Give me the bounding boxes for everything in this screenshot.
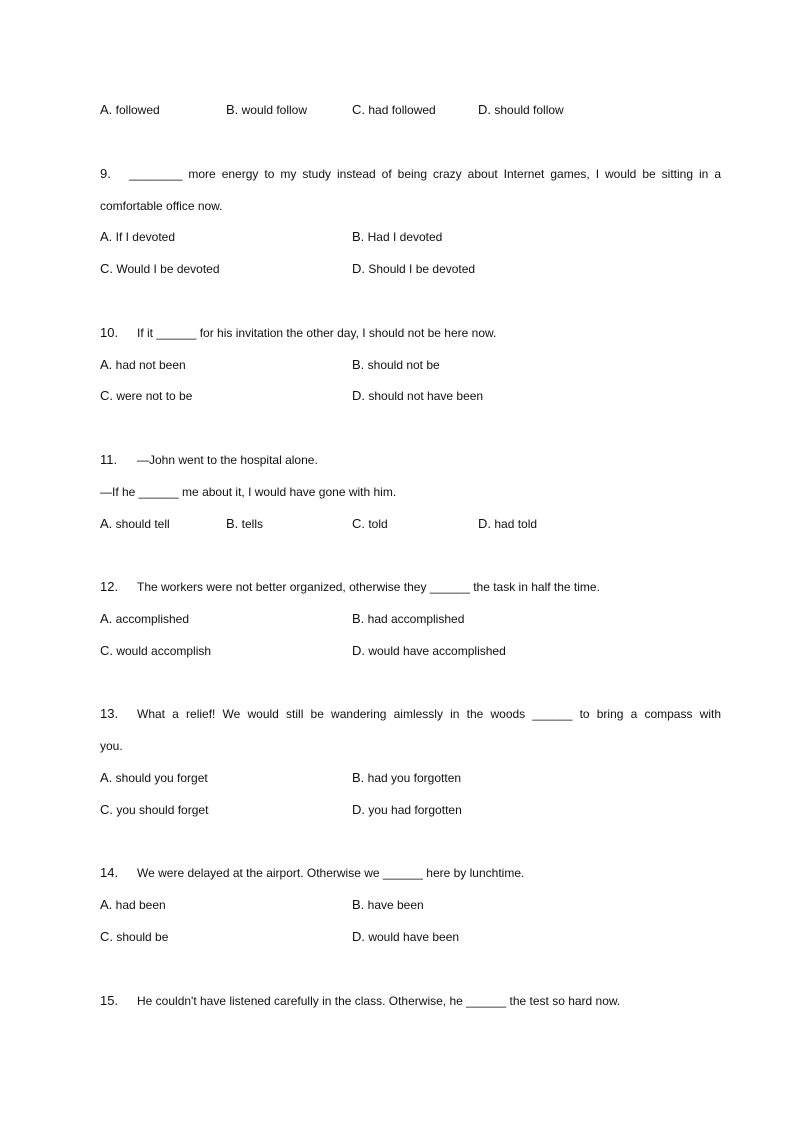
option-letter: D. — [352, 643, 365, 658]
option-text: should not have been — [368, 389, 484, 403]
question-text: ________ more energy to my study instead of being crazy about Internet games, I would be sitting in a — [129, 167, 721, 181]
option-letter: D. — [352, 261, 365, 276]
question-text: What a relief! We would still be wandering aimlessly in the woods ______ to bring a compass with — [137, 707, 721, 721]
option-text: had not been — [115, 358, 186, 372]
option-letter: B. — [352, 357, 365, 372]
option-text: If I devoted — [115, 230, 176, 244]
option-c — [352, 102, 436, 118]
question-number: 13. — [100, 706, 119, 721]
option-a — [100, 897, 166, 913]
question-number: 11. — [100, 452, 118, 467]
question-14-stem — [100, 865, 524, 881]
option-letter: D. — [352, 929, 365, 944]
option-c — [352, 516, 388, 532]
option-text: Had I devoted — [367, 230, 443, 244]
option-letter: C. — [100, 643, 113, 658]
option-text: should be — [116, 930, 169, 944]
option-c — [100, 388, 192, 404]
option-text: had accomplished — [367, 612, 465, 626]
question-13-stem — [100, 706, 721, 722]
option-a — [100, 229, 175, 245]
question-number: 14. — [100, 865, 119, 880]
question-12-stem — [100, 579, 600, 595]
option-letter: A. — [100, 897, 113, 912]
question-text: The workers were not better organized, otherwise they ______ the task in half the time. — [137, 580, 600, 594]
option-letter: B. — [226, 516, 239, 531]
option-text: had you forgotten — [367, 771, 462, 785]
option-text: would have been — [368, 930, 460, 944]
option-d — [352, 388, 483, 404]
option-d — [352, 802, 462, 818]
option-b — [352, 229, 442, 245]
option-b — [226, 102, 307, 118]
option-letter: B. — [352, 770, 365, 785]
option-b — [226, 516, 263, 532]
question-text: He couldn't have listened carefully in the class. Otherwise, he ______ the test so hard now. — [137, 994, 621, 1008]
option-letter: C. — [352, 102, 365, 117]
option-b — [352, 770, 461, 786]
option-c — [100, 261, 220, 277]
option-text: have been — [367, 898, 424, 912]
option-letter: C. — [100, 802, 113, 817]
option-text: should follow — [494, 103, 564, 117]
option-letter: D. — [478, 516, 491, 531]
option-letter: D. — [352, 802, 365, 817]
option-a — [100, 770, 208, 786]
question-11-stem-cont: —If he ______ me about it, I would have gone with him. — [100, 485, 397, 499]
question-9-stem — [100, 166, 721, 182]
option-text: had told — [494, 517, 538, 531]
option-b — [352, 611, 464, 627]
option-a — [100, 357, 186, 373]
option-letter: D. — [478, 102, 491, 117]
option-letter: C. — [352, 516, 365, 531]
question-text: If it ______ for his invitation the other day, I should not be here now. — [137, 326, 497, 340]
option-letter: A. — [100, 357, 113, 372]
question-10-stem — [100, 325, 496, 341]
option-a — [100, 611, 189, 627]
option-d — [352, 261, 475, 277]
option-text: had followed — [368, 103, 436, 117]
option-text: should tell — [115, 517, 170, 531]
option-text: told — [368, 517, 388, 531]
question-number: 9. — [100, 166, 111, 181]
option-text: Should I be devoted — [368, 262, 476, 276]
option-letter: C. — [100, 261, 113, 276]
option-letter: B. — [352, 897, 365, 912]
option-letter: A. — [100, 102, 113, 117]
option-letter: B. — [352, 611, 365, 626]
option-letter: A. — [100, 229, 113, 244]
option-text: should you forget — [115, 771, 208, 785]
option-a — [100, 516, 170, 532]
question-9-stem-cont: comfortable office now. — [100, 199, 223, 213]
option-text: would accomplish — [116, 644, 212, 658]
option-d — [478, 102, 564, 118]
option-text: would follow — [241, 103, 308, 117]
option-text: accomplished — [115, 612, 190, 626]
option-letter: B. — [352, 229, 365, 244]
option-text: followed — [115, 103, 160, 117]
option-text: should not be — [367, 358, 440, 372]
option-text: had been — [115, 898, 166, 912]
question-13-stem-cont: you. — [100, 739, 123, 753]
option-c — [100, 929, 168, 945]
option-text: would have accomplished — [368, 644, 506, 658]
option-letter: D. — [352, 388, 365, 403]
option-letter: C. — [100, 929, 113, 944]
option-d — [478, 516, 537, 532]
question-number: 15. — [100, 993, 119, 1008]
option-letter: B. — [226, 102, 239, 117]
option-text: were not to be — [116, 389, 193, 403]
question-number: 12. — [100, 579, 119, 594]
option-letter: C. — [100, 388, 113, 403]
option-letter: A. — [100, 611, 113, 626]
question-15-stem — [100, 993, 620, 1009]
option-b — [352, 357, 440, 373]
option-text: tells — [241, 517, 263, 531]
option-text: you should forget — [116, 803, 209, 817]
option-text: you had forgotten — [368, 803, 462, 817]
option-letter: A. — [100, 770, 113, 785]
option-c — [100, 643, 211, 659]
option-d — [352, 643, 506, 659]
option-b — [352, 897, 424, 913]
option-c — [100, 802, 208, 818]
question-11-stem — [100, 452, 318, 468]
question-text: —John went to the hospital alone. — [137, 453, 318, 467]
question-number: 10. — [100, 325, 119, 340]
option-text: Would I be devoted — [116, 262, 220, 276]
option-letter: A. — [100, 516, 113, 531]
question-text: We were delayed at the airport. Otherwise we ______ here by lunchtime. — [137, 866, 525, 880]
option-a — [100, 102, 160, 118]
option-d — [352, 929, 459, 945]
